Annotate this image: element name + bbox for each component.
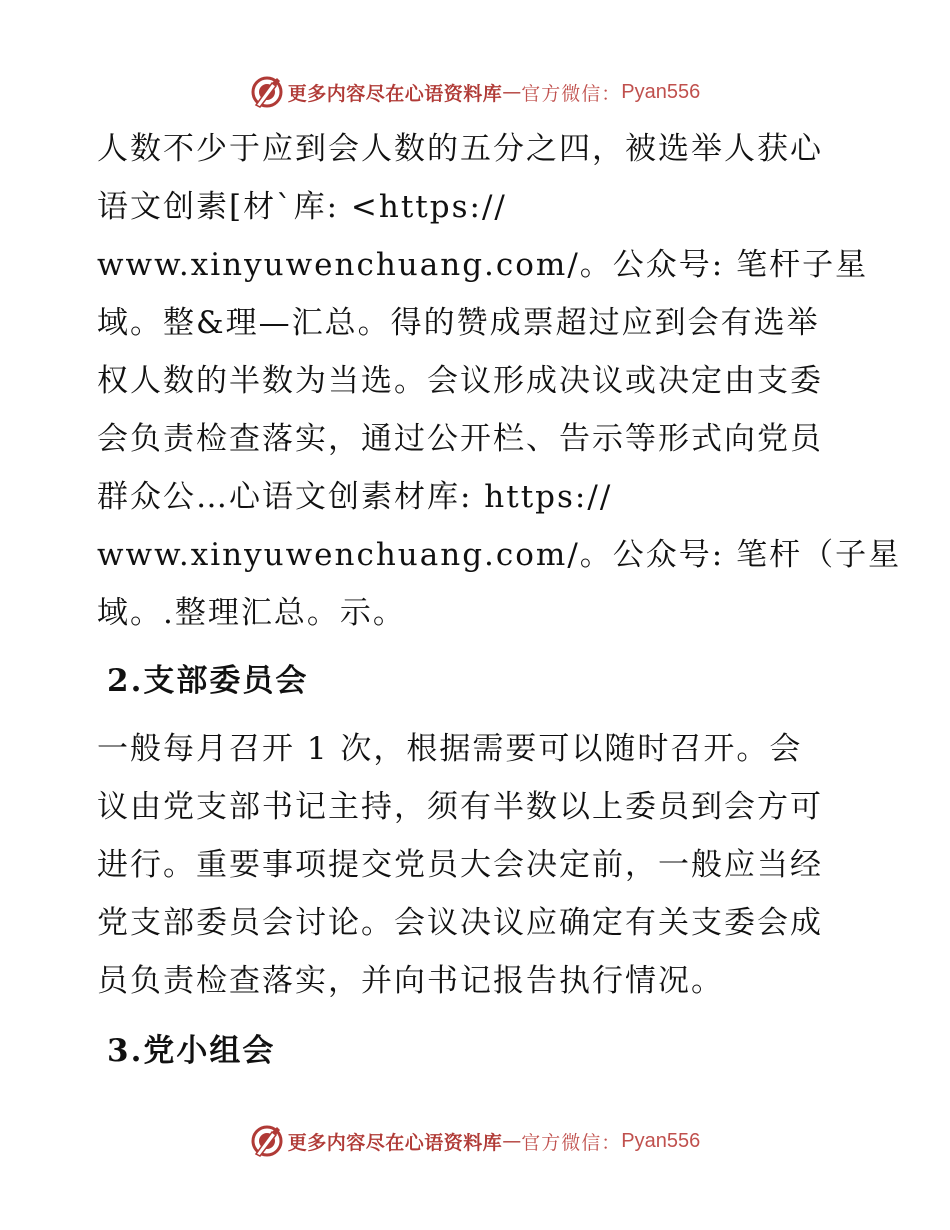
watermark-official: 官方微信： [521,82,622,105]
pen-logo-icon [250,75,284,109]
text-line: 语文创素[材`库: <https:// [97,189,507,225]
footer-watermark [0,1121,950,1161]
text-line: 进行。重要事项提交党员大会决定前，一般应当经 [97,847,823,883]
text-line: www.xinyuwenchuang.com/。公众号: 笔杆（子星 [97,537,902,573]
text-line: 一般每月召开 1 次，根据需要可以随时召开。会 [97,731,803,767]
text-line: 群众公…心语文创素材库: https:// [97,479,613,515]
section-heading-party-group: 3.党小组会 [107,1033,276,1069]
document-body [97,120,902,1080]
header-watermark [0,72,950,112]
watermark-wechat-id: Pyan556 [621,1129,701,1152]
text-line: 党支部委员会讨论。会议决议应确定有关支委会成 [97,905,823,941]
watermark-dash: — [502,81,522,103]
text-line: 议由党支部书记主持，须有半数以上委员到会方可 [97,789,823,825]
watermark-wechat-id: Pyan556 [621,80,701,103]
paragraph-branch-committee [97,720,857,1010]
text-line: 域。整&理—汇总。得的赞成票超过应到会有选举 [97,305,820,341]
paragraph-election [97,120,902,642]
text-line: 权人数的半数为当选。会议形成决议或决定由支委 [97,363,823,399]
text-line: 会负责检查落实，通过公开栏、告示等形式向党员 [97,421,823,457]
text-line: 员负责检查落实，并向书记报告执行情况。 [97,963,724,999]
text-line: 域。.整理汇总。示。 [97,595,406,631]
pen-logo-icon [250,1124,284,1158]
section-heading-branch-committee: 2.支部委员会 [107,663,309,699]
text-line: 人数不少于应到会人数的五分之四，被选举人获心 [97,131,823,167]
watermark-dash: — [502,1130,522,1152]
watermark-brand: 更多内容尽在心语资料库 [287,1131,503,1154]
watermark-official: 官方微信： [521,1131,622,1154]
watermark-brand: 更多内容尽在心语资料库 [287,82,503,105]
text-line: www.xinyuwenchuang.com/。公众号: 笔杆子星 [97,247,869,283]
